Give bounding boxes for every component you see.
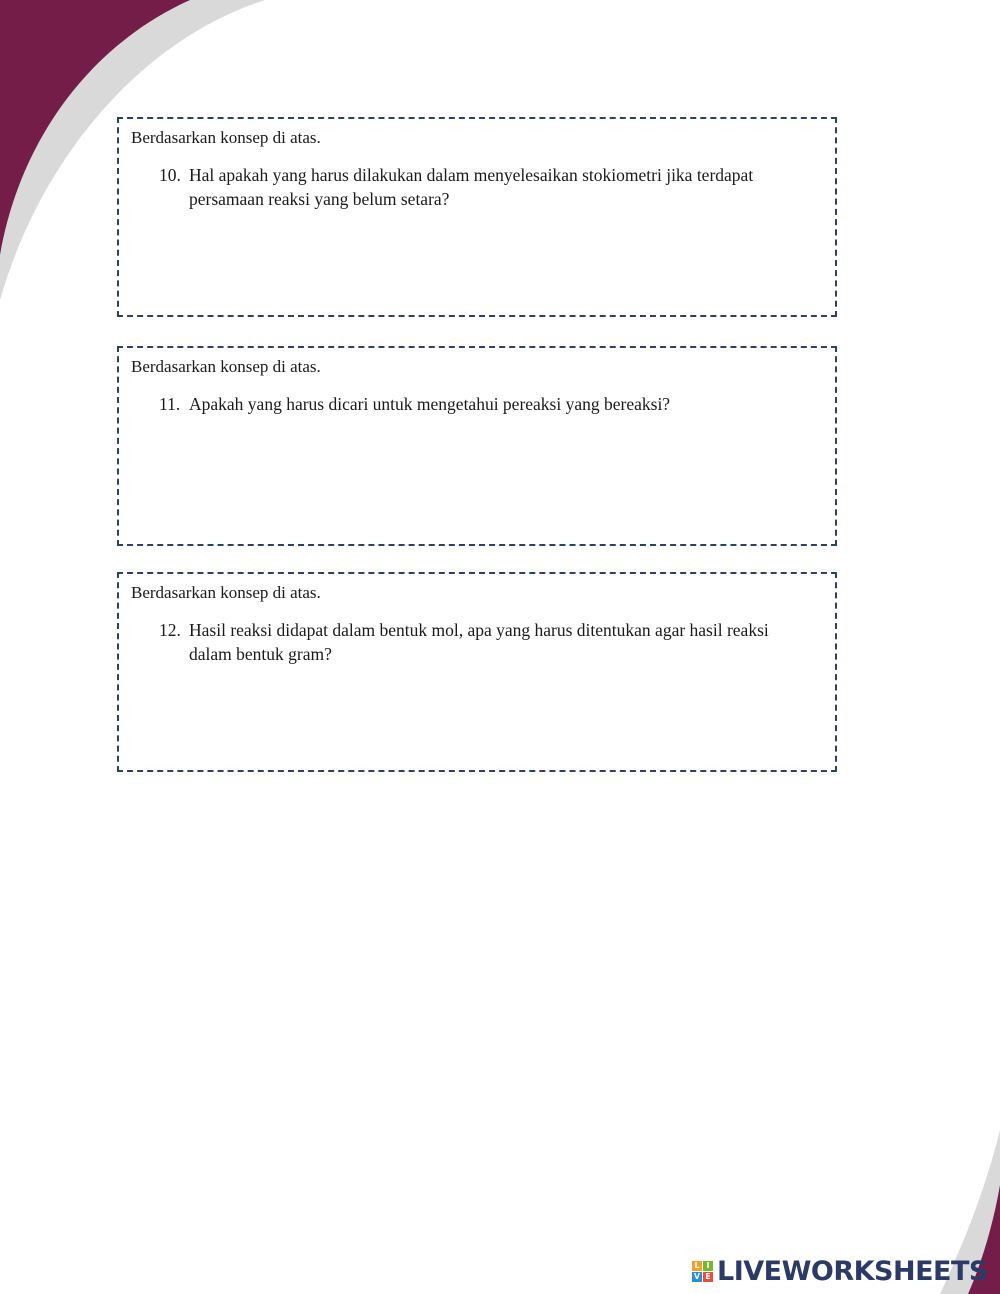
question-intro: Berdasarkan konsep di atas. <box>131 583 321 602</box>
logo-cell: L <box>692 1261 702 1271</box>
question-box-11 <box>117 346 837 546</box>
logo-cell: V <box>693 1272 701 1281</box>
question-number: 11. <box>159 394 181 414</box>
question-text: Hal apakah yang harus dilakukan dalam menyelesaikan stokiometri jika terdapat persamaan reaksi yang belum setara? <box>189 165 754 209</box>
question-item <box>159 163 809 211</box>
question-item <box>159 618 809 666</box>
logo-cell: I <box>703 1261 713 1271</box>
question-number: 10. <box>159 165 181 185</box>
question-number: 12. <box>159 620 181 640</box>
liveworksheets-brand <box>692 1256 988 1286</box>
brand-name: LIVEWORKSHEETS <box>717 1255 988 1287</box>
question-box-10 <box>117 117 837 317</box>
logo-cell: E <box>703 1272 713 1282</box>
question-text: Apakah yang harus dicari untuk mengetahui pereaksi yang bereaksi? <box>189 394 671 414</box>
question-box-12 <box>117 572 837 772</box>
question-item <box>159 392 809 416</box>
question-intro: Berdasarkan konsep di atas. <box>131 357 321 376</box>
question-text: Hasil reaksi didapat dalam bentuk mol, apa yang harus ditentukan agar hasil reaksi dalam bentuk gram? <box>189 620 769 664</box>
liveworksheets-logo-icon <box>692 1261 713 1282</box>
question-intro: Berdasarkan konsep di atas. <box>131 128 321 147</box>
